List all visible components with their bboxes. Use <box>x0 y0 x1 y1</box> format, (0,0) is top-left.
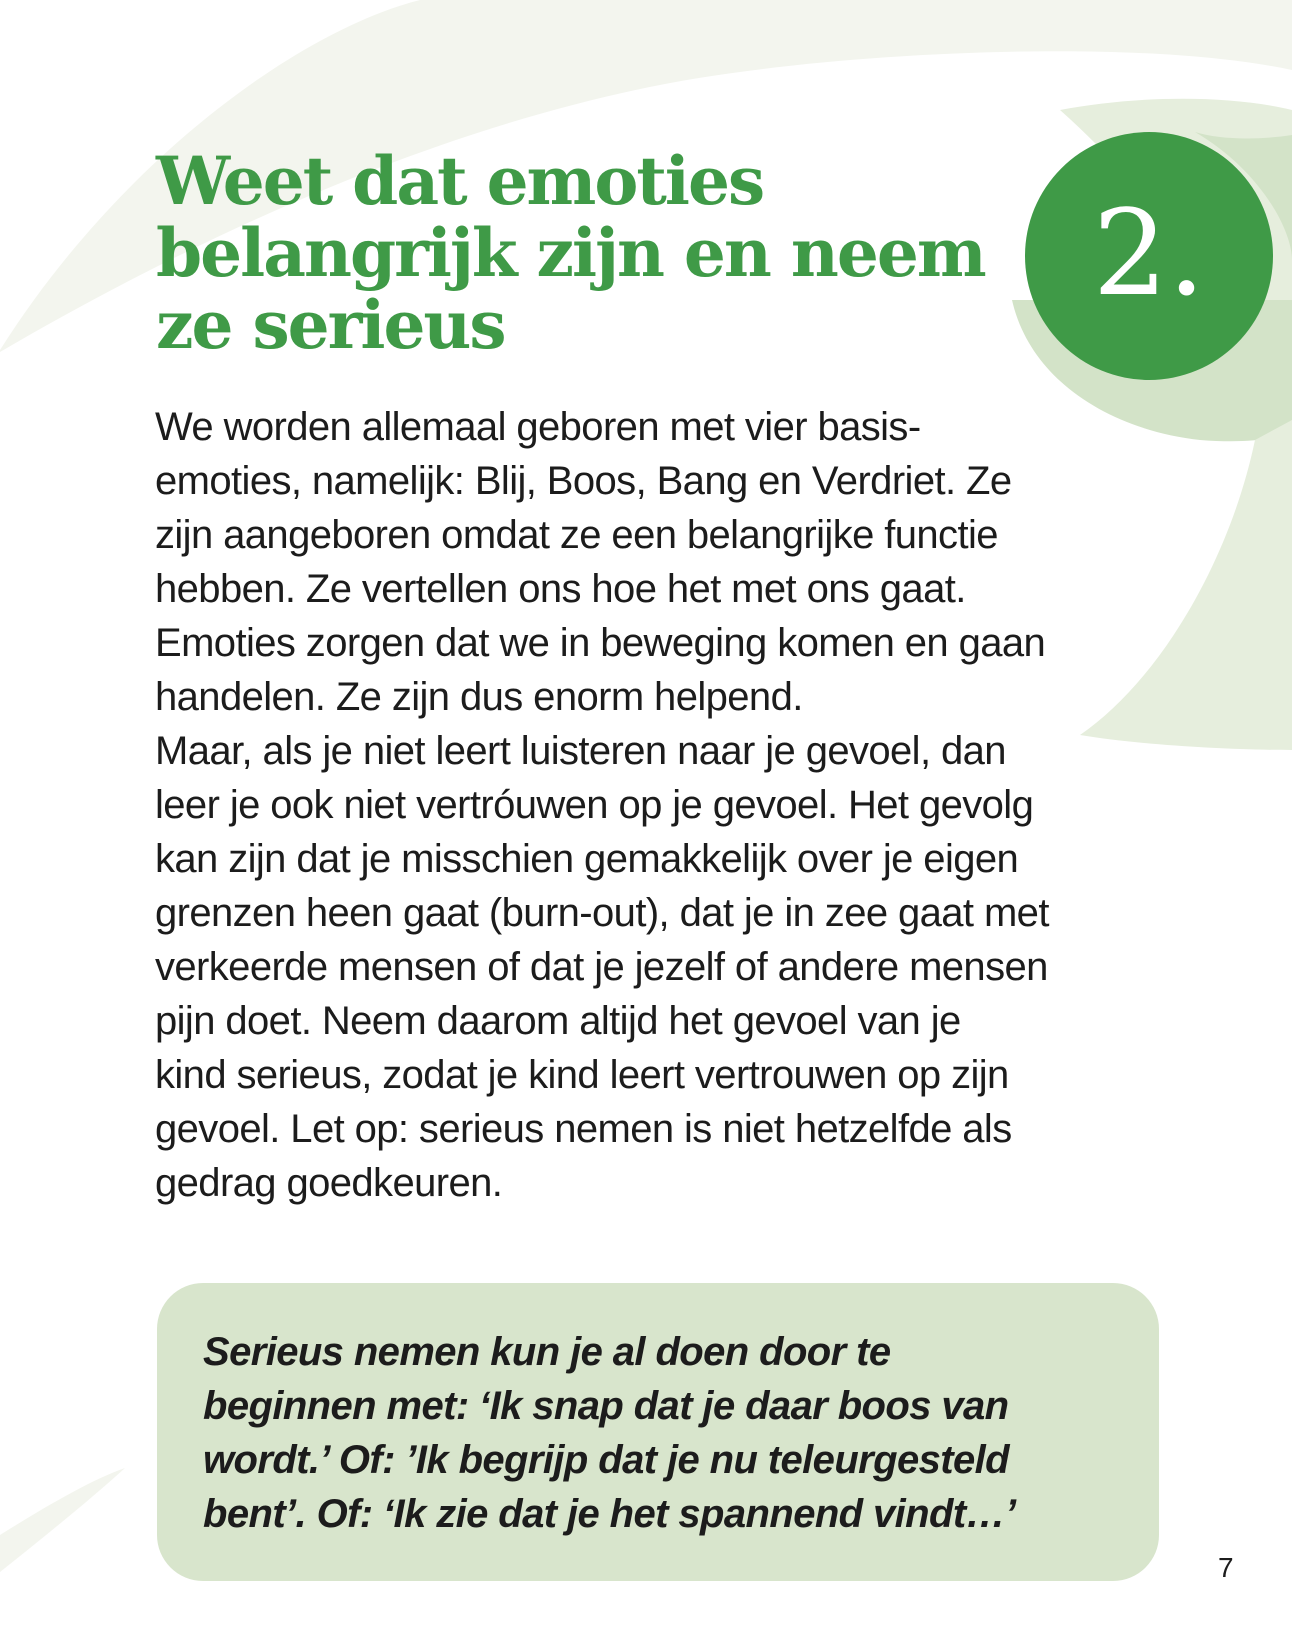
body-line: grenzen heen gaat (burn-out), dat je in zee gaat met <box>155 891 1049 935</box>
body-line: pijn doet. Neem daarom altijd het gevoel van je <box>155 999 961 1043</box>
body-line: zijn aangeboren omdat ze een belangrijke functie <box>155 513 998 557</box>
title-line: Weet dat emoties <box>156 142 764 220</box>
body-line: kind serieus, zodat je kind leert vertrouwen op zijn <box>155 1053 1009 1097</box>
callout-line: bent’. Of: ‘Ik zie dat je het spannend vindt…’ <box>203 1492 1016 1536</box>
body-line: gedrag goedkeuren. <box>155 1161 503 1205</box>
section-number: 2. <box>1092 184 1206 322</box>
page-title <box>156 142 996 364</box>
body-line: verkeerde mensen of dat je jezelf of andere mensen <box>155 945 1048 989</box>
section-number-badge <box>1025 132 1273 380</box>
title-line: ze serieus <box>156 286 505 364</box>
callout-line: beginnen met: ‘Ik snap dat je daar boos van <box>203 1384 1009 1428</box>
page-number: 7 <box>1218 1552 1234 1583</box>
body-line: gevoel. Let op: serieus nemen is niet hetzelfde als <box>155 1107 1012 1151</box>
body-line: Emoties zorgen dat we in beweging komen en gaan <box>155 621 1046 665</box>
title-line: belangrijk zijn en neem <box>156 214 985 292</box>
body-line: hebben. Ze vertellen ons hoe het met ons gaat. <box>155 567 966 611</box>
tip-callout-box <box>157 1283 1159 1581</box>
pale-sliver-bottom-left <box>0 1468 125 1572</box>
callout-text <box>203 1325 1015 1541</box>
callout-line: Serieus nemen kun je al doen door te <box>203 1330 891 1374</box>
callout-line: wordt.’ Of: ’Ik begrijp dat je nu teleurgesteld <box>203 1438 1009 1482</box>
body-line: leer je ook niet vertróuwen op je gevoel. Het gevolg <box>155 783 1034 827</box>
body-line: kan zijn dat je misschien gemakkelijk over je eigen <box>155 837 1019 881</box>
body-line: Maar, als je niet leert luisteren naar je gevoel, dan <box>155 729 1006 773</box>
body-line: handelen. Ze zijn dus enorm helpend. <box>155 675 803 719</box>
body-line: We worden allemaal geboren met vier basis- <box>155 405 921 449</box>
body-line: emoties, namelijk: Blij, Boos, Bang en Verdriet. Ze <box>155 459 1012 503</box>
body-paragraph <box>155 400 1165 1210</box>
